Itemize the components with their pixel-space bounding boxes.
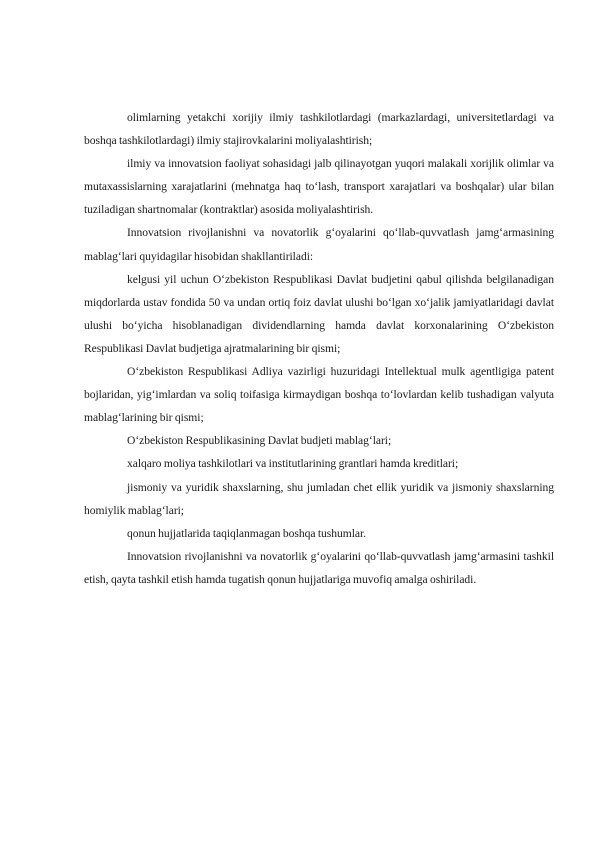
paragraph-2: ilmiy va innovatsion faoliyat sohasidagi jalb qilinayotgan yuqori malakali xorijlik olimlar va mutaxassislarning xarajatlarini (mehnatga haq to‘lash, transport xarajatlari va boshqalar) ular bilan tuziladigan shartnomalar (kontraktlar) asosida moliyalashtirish. (84, 157, 554, 217)
paragraph-6: O‘zbekiston Respublikasining Davlat budjeti mablag‘lari; (127, 434, 392, 448)
paragraph-9: qonun hujjatlarida taqiqlanmagan boshqa tushumlar. (127, 526, 366, 540)
paragraph-10: Innovatsion rivojlanishni va novatorlik g‘oyalarini qo‘llab-quvvatlash jamg‘armasini tashkil etish, qayta tashkil etish hamda tugatish qonun hujjatlariga muvofiq amalga oshiriladi. (84, 549, 554, 586)
paragraph-7: xalqaro moliya tashkilotlari va institutlarining grantlari hamda kreditlari; (127, 457, 459, 471)
paragraph-3: Innovatsion rivojlanishni va novatorlik g‘oyalarini qo‘llab-quvvatlash jamg‘armasining mablag‘lari quyidagilar hisobidan shakllantiriladi: (84, 226, 554, 263)
document-page (84, 106, 554, 591)
paragraph-5: O‘zbekiston Respublikasi Adliya vazirligi huzuridagi Intellektual mulk agentligiga patent bojlaridan, yig‘imlardan va soliq toifasiga kirmaydigan boshqa to‘lovlardan kelib tushadigan valyuta mablag‘larining bir qismi; (84, 365, 554, 425)
paragraph-4: kelgusi yil uchun O‘zbekiston Respublikasi Davlat budjetini qabul qilishda belgilanadigan miqdorlarda ustav fondida 50 va undan ortiq foiz davlat ulushi bo‘lgan xo‘jalik jamiyatlaridagi davlat ulushi bo‘yicha hisoblanadigan dividendlarning hamda davlat korxonalarining O‘zbekiston Respublikasi Davlat budjetiga ajratmalarining bir qismi; (84, 272, 554, 355)
paragraph-1: olimlarning yetakchi xorijiy ilmiy tashkilotlardagi (markazlardagi, universitetlardagi va boshqa tashkilotlardagi) ilmiy stajirovkalarini moliyalashtirish; (84, 111, 554, 148)
paragraph-8: jismoniy va yuridik shaxslarning, shu jumladan chet ellik yuridik va jismoniy shaxslarning homiylik mablag‘lari; (84, 480, 554, 517)
